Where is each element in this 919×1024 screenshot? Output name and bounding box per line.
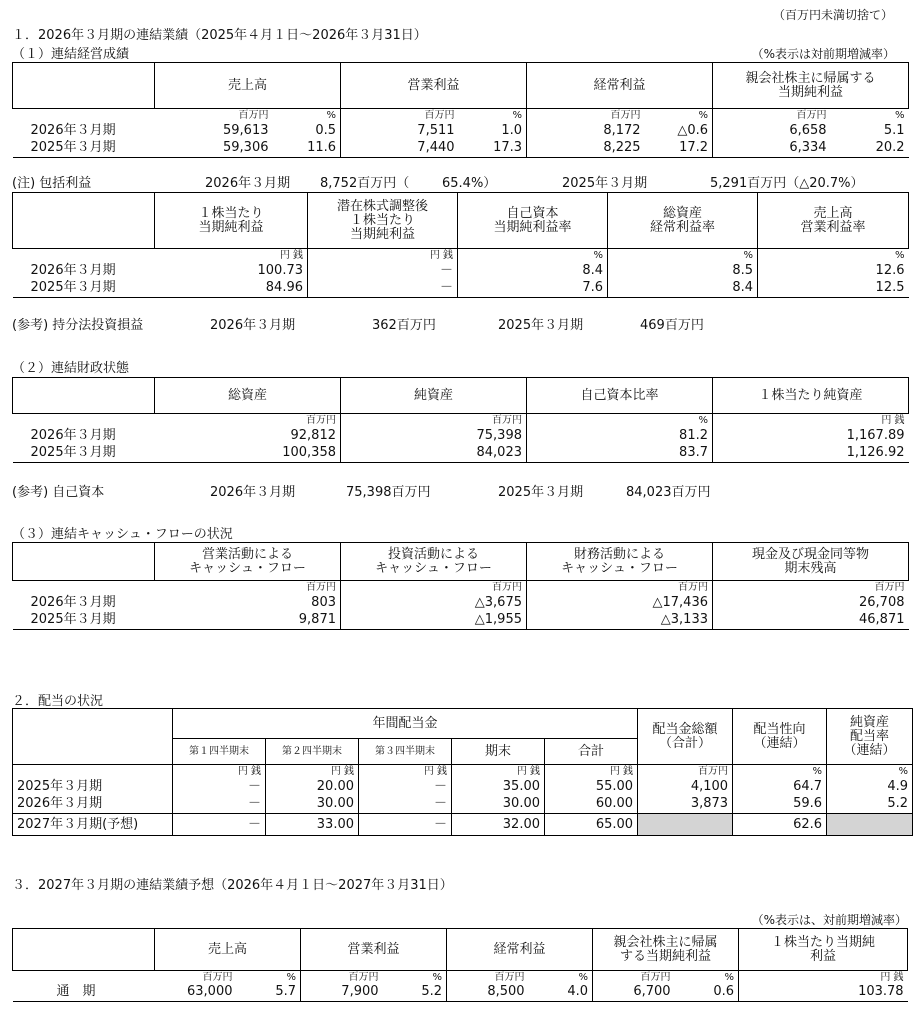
header-net-income: 親会社株主に帰属する 当期純利益 [745, 70, 876, 100]
table-row: 2026年３月期 100.73 － 8.4 8.5 12.6 [13, 262, 909, 280]
header-payout-ratio: 配当性向 （連結） [733, 709, 827, 765]
ref2-value1: 75,398百万円 [346, 485, 431, 500]
ref-year2: 2025年３月期 [498, 318, 584, 333]
note-value1: 8,752百万円（ [320, 176, 410, 191]
header-total-dividend: 配当金総額 （合計） [638, 709, 733, 765]
header-q1: 第１四半期末 [173, 739, 266, 765]
forecast-header-operating: 営業利益 [301, 929, 447, 971]
shaded-cell [827, 814, 913, 836]
table-row: 2026年３月期 92,812 75,398 81.2 1,167.89 [13, 427, 909, 445]
section3-title: ３．2027年３月期の連結業績予想（2026年４月１日～2027年３月31日） [12, 878, 453, 893]
note-year1: 2026年３月期 [205, 176, 291, 191]
header-doe: 純資産 配当率 （連結） [827, 709, 913, 765]
header-operating-income: 営業利益 [341, 63, 527, 109]
table-row: 2026年３月期 59,613 0.5 7,511 1.0 8,172 △0.6 6,658 5.1 [30, 122, 905, 138]
section1-title: １．2026年３月期の連結業績（2025年４月１日～2026年３月31日） [12, 28, 427, 43]
eps-table: １株当たり 当期純利益 潜在株式調整後 １株当たり 当期純利益 自己資本 当期純利益率 総資産 経常利益率 売上高 営業利益率 円 銭 円 銭 % % % 2026年３月期 100.73 － 8.4 8.5 12.6 2025年３月期 84.96 － 7.6 8.4 12.5 [12, 192, 909, 298]
header-eps: １株当たり 当期純利益 [155, 193, 308, 249]
header-q3: 第３四半期末 [359, 739, 452, 765]
forecast-header-net-income: 親会社株主に帰属 する当期純利益 [593, 929, 739, 971]
note-pct1: 65.4%） [442, 176, 497, 191]
forecast-table: 売上高 営業利益 経常利益 親会社株主に帰属 する当期純利益 １株当たり当期純 利益 百万円 % 百万円 % 百万円 % 百万円 % 円 銭 通 期 63,000 5.7 7,900 5.2 8,500 4.0 6,700 0.6 103.78 [12, 928, 908, 1002]
forecast-header-eps: １株当たり当期純 利益 [771, 934, 876, 964]
header-roe: 自己資本 当期純利益率 [458, 193, 608, 249]
header-year-end: 期末 [452, 739, 545, 765]
header-investing-cf: 投資活動による キャッシュ・フロー [341, 543, 527, 581]
forecast-pct-note: （%表示は、対前期増減率） [751, 913, 907, 927]
forecast-header-sales: 売上高 [155, 929, 301, 971]
note-year2: 2025年３月期 [562, 176, 648, 191]
equity-ref-label: (参考) 自己資本 [12, 485, 105, 500]
ref2-year2: 2025年３月期 [498, 485, 584, 500]
header-bps: １株当たり純資産 [758, 387, 863, 403]
table-row: 2026年３月期 803 △3,675 △17,436 26,708 [13, 594, 909, 612]
ref-value2: 469百万円 [640, 318, 704, 333]
table-row: 2025年３月期 100,358 84,023 83.7 1,126.92 [13, 445, 909, 463]
header-operating-cf: 営業活動による キャッシュ・フロー [155, 543, 341, 581]
ref2-value2: 84,023百万円 [626, 485, 711, 500]
table-row: 2025年３月期 84.96 － 7.6 8.4 12.5 [13, 280, 909, 298]
equity-method-label: (参考) 持分法投資損益 [12, 318, 144, 333]
pct-note: （%表示は対前期増減率） [751, 47, 895, 61]
subsection3-title: （３）連結キャッシュ・フローの状況 [12, 527, 233, 542]
header-ordinary-income: 経常利益 [527, 63, 713, 109]
header-total-assets: 総資産 [155, 378, 341, 414]
header-sales: 売上高 [155, 63, 341, 109]
table-row-forecast: 2027年３月期(予想) － 33.00 － 32.00 65.00 62.6 [13, 814, 913, 836]
cash-flow-table: 営業活動による キャッシュ・フロー 投資活動による キャッシュ・フロー 財務活動による キャッシュ・フロー 現金及び現金同等物 期末残高 百万円 百万円 百万円 百万円 2026年３月期 803 △3,675 △17,436 26,708 2025年３月期 9,871 △1,955 △3,133 46,871 [12, 542, 909, 630]
comprehensive-income-label: (注) 包括利益 [12, 176, 92, 191]
table-row: 2026年３月期 － 30.00 － 30.00 60.00 3,873 59.6 5.2 [13, 796, 913, 814]
header-net-assets: 純資産 [341, 378, 527, 414]
header-total: 合計 [545, 739, 638, 765]
dividend-table: 年間配当金 配当金総額 （合計） 配当性向 （連結） 純資産 配当率 （連結） 第１四半期末 第２四半期末 第３四半期末 期末 合計 円 銭 円 銭 円 銭 円 銭 円 銭 百万円 % % 2025年３月期 － 20.00 － 35.00 55.00 4,100 64.7 4.9 2026年３月期 － 30.00 － 30.00 60.00 3,873 59.6 5.2 2027年３月期(予想) － 33.00 － 32.00 65.00 62.6 [12, 708, 913, 836]
unit-note: （百万円未満切捨て） [772, 8, 893, 22]
header-cash-balance: 現金及び現金同等物 期末残高 [751, 546, 869, 576]
financial-position-table: 総資産 純資産 自己資本比率 １株当たり純資産 百万円 百万円 % 円 銭 2026年３月期 92,812 75,398 81.2 1,167.89 2025年３月期 100,358 84,023 83.7 1,126.92 [12, 377, 909, 463]
forecast-header-ordinary: 経常利益 [447, 929, 593, 971]
subsection2-title: （２）連結財政状態 [12, 361, 130, 376]
section2-title: ２．配当の状況 [12, 694, 104, 709]
table-row: 2025年３月期 － 20.00 － 35.00 55.00 4,100 64.7 4.9 [13, 778, 913, 796]
shaded-cell [638, 814, 733, 836]
ref-value1: 362百万円 [372, 318, 436, 333]
subsection1-title: （１）連結経営成績 [12, 47, 130, 62]
note-value2: 5,291百万円（△20.7%） [710, 176, 864, 191]
performance-table: 売上高 営業利益 経常利益 親会社株主に帰属する 当期純利益 百万円 % 百万円 % 百万円 % 百万円 % 2026年３月期 59,613 0.5 7,511 1.0 8,172 △0.6 6,658 5.1 2025年３月期 59,306 11.6 7,440 17.3 8,225 17.2 6,334 20.2 [12, 62, 909, 158]
table-row: 2025年３月期 9,871 △1,955 △3,133 46,871 [13, 612, 909, 630]
header-annual-dividend: 年間配当金 [173, 709, 638, 739]
header-financing-cf: 財務活動による キャッシュ・フロー [527, 543, 713, 581]
table-row: 2025年３月期 59,306 11.6 7,440 17.3 8,225 17.2 6,334 20.2 [13, 140, 909, 158]
ref-year1: 2026年３月期 [210, 318, 296, 333]
header-diluted-eps: 潜在株式調整後 １株当たり 当期純利益 [308, 193, 458, 249]
header-q2: 第２四半期末 [266, 739, 359, 765]
table-row: 通 期 63,000 5.7 7,900 5.2 8,500 4.0 6,700 0.6 103.78 [13, 984, 908, 1002]
header-equity-ratio: 自己資本比率 [527, 378, 713, 414]
ref2-year1: 2026年３月期 [210, 485, 296, 500]
header-roa: 総資産 経常利益率 [608, 193, 758, 249]
header-operating-margin: 売上高 営業利益率 [800, 205, 866, 235]
